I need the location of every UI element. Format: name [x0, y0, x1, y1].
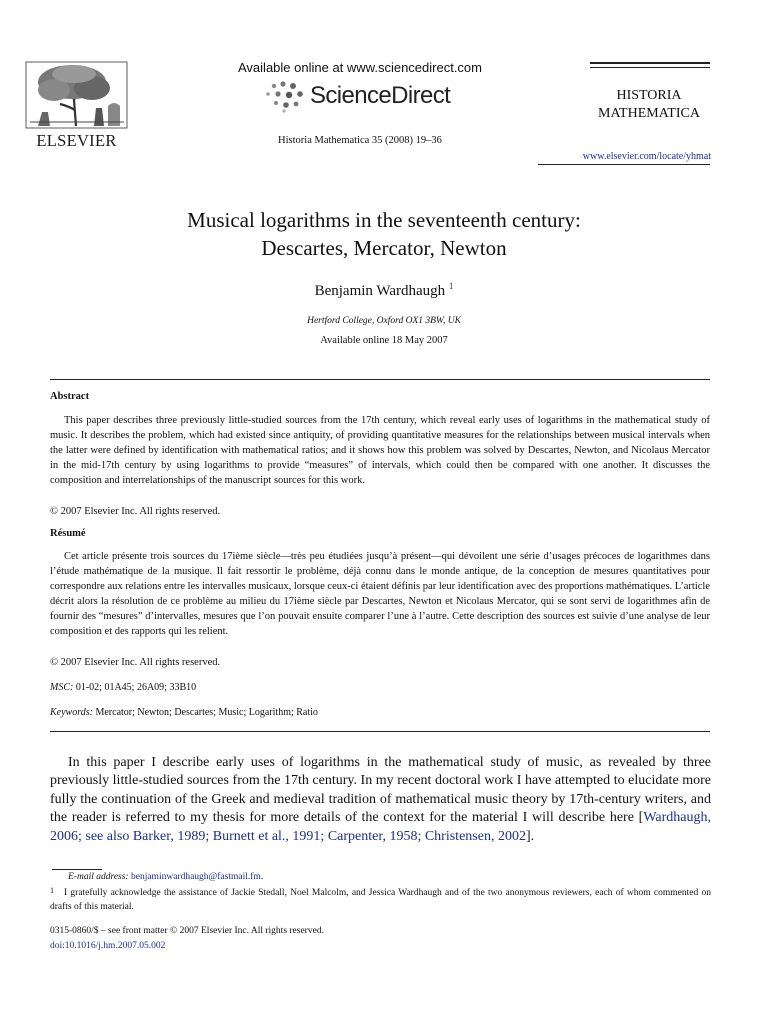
author-footnote-link[interactable]: 1 — [448, 281, 454, 291]
paper-title-line: Descartes, Mercator, Newton — [261, 236, 507, 260]
msc-label: MSC: — [50, 682, 74, 693]
footnote-email — [68, 872, 263, 882]
resume-text: Cet article présente trois sources du 17ième siècle—très peu étudiées jusqu’à présent—qui dévoilent une série d’usages précoces de logarithmes dans l’étude mathématique de la musique. Il fait ressortir le problème, déjà connu dans le monde antique, de la conception de mesures quantitatives pour correspondre aux relations entre les intervalles musicaux, lorsque ceux-ci étaient définis par leur identification avec des proportions mathématiques. L’article décrit alors la résolution de ce problème au milieu du 17ième siècle par Descartes, Newton et Nicolaus Mercator, qui se sont servi de logarithmes afin de fournir des “mesures” d’intervalles, mesures que l’on pouvait ensuite comparer l’une à l’autre. Cette description des sources est suivie d’une analyse de leur composition et des rapports qui les relient. — [50, 551, 710, 638]
journal-title-line: HISTORIA — [616, 88, 682, 103]
body-paragraph — [50, 754, 711, 846]
journal-reference: Historia Mathematica 35 (2008) 19–36 — [278, 135, 442, 146]
sciencedirect-wordmark[interactable]: ScienceDirect — [310, 82, 451, 109]
abstract-heading: Abstract — [50, 391, 90, 402]
body-text-end: ]. — [525, 828, 535, 844]
resume-heading: Résumé — [50, 528, 86, 539]
author-name: Benjamin Wardhaugh — [314, 283, 446, 299]
journal-divider — [590, 67, 710, 68]
email-link[interactable]: benjaminwardhaugh@fastmail.fm — [130, 872, 261, 882]
journal-title-line: MATHEMATICA — [598, 106, 700, 121]
keywords-value: Mercator; Newton; Descartes; Music; Logarithm; Ratio — [95, 707, 318, 718]
front-matter: 0315-0860/$ – see front matter © 2007 Elsevier Inc. All rights reserved. — [50, 926, 324, 936]
journal-divider — [590, 62, 710, 64]
author-affiliation: Hertford College, Oxford OX1 3BW, UK — [307, 316, 461, 326]
doi-link[interactable]: doi:10.1016/j.hm.2007.05.002 — [50, 941, 166, 951]
resume-copyright: © 2007 Elsevier Inc. All rights reserved. — [50, 657, 221, 668]
publisher-name: ELSEVIER — [36, 131, 117, 150]
author-line — [184, 281, 584, 300]
journal-divider — [538, 164, 710, 165]
body-text: In this paper I describe early uses of logarithms in the mathematical study of music, as revealed by three previously little-studied sources from the 17th century. In my recent doctoral work I have attempted to elucidate more fully the continuation of the Greek and medieval tradition of mathematical music theory by 17th-century writers, and the reader is referred to my thesis for more details of the context for the material I will describe here [ — [50, 755, 711, 826]
available-date: Available online 18 May 2007 — [320, 335, 448, 346]
email-label: E-mail address: — [68, 872, 129, 882]
abstract-copyright: © 2007 Elsevier Inc. All rights reserved. — [50, 506, 221, 517]
email-end: . — [260, 872, 264, 882]
paper-title — [84, 206, 684, 262]
msc-value: 01-02; 01A45; 26A09; 33B10 — [75, 682, 197, 693]
section-divider — [50, 731, 710, 732]
footnote-text: I gratefully acknowledge the assistance of Jackie Stedall, Noel Malcolm, and Jessica Wardhaugh and of the two anonymous reviewers, each of whom commented on drafts of this material. — [50, 888, 711, 912]
keywords — [50, 707, 318, 718]
footnote-mark: 1 — [50, 886, 54, 895]
citation-link[interactable]: Wardhaugh, 2006; see also Barker, 1989; Burnett et al., 1991; Carpenter, 1958; Christensen, 2002 — [50, 810, 711, 844]
available-online-banner[interactable]: Available online at www.sciencedirect.com — [238, 60, 482, 75]
msc-classification — [50, 682, 196, 693]
journal-url-link[interactable]: www.elsevier.com/locate/yhmat — [582, 151, 711, 162]
journal-title — [588, 87, 710, 123]
footnote-divider — [52, 869, 102, 870]
footnote-1 — [50, 884, 711, 914]
keywords-label: Keywords: — [50, 707, 93, 718]
paper-title-line: Musical logarithms in the seventeenth century: — [187, 208, 581, 232]
abstract-text: This paper describes three previously little-studied sources from the 17th century, which reveal early uses of logarithms in the mathematical study of music. It describes the problem, which had existed since antiquity, of providing quantitative measures for the relationships between musical intervals when the latter were defined by identification with mathematical ratios; and it shows how this problem was solved by Descartes, Newton, and Nicolaus Mercator in the mid-17th century by using logarithms to provide “measures” of intervals, which could then be compared with one another. It discusses the composition and interrelationships of the manuscript sources for this work. — [50, 415, 710, 487]
section-divider — [50, 379, 710, 380]
